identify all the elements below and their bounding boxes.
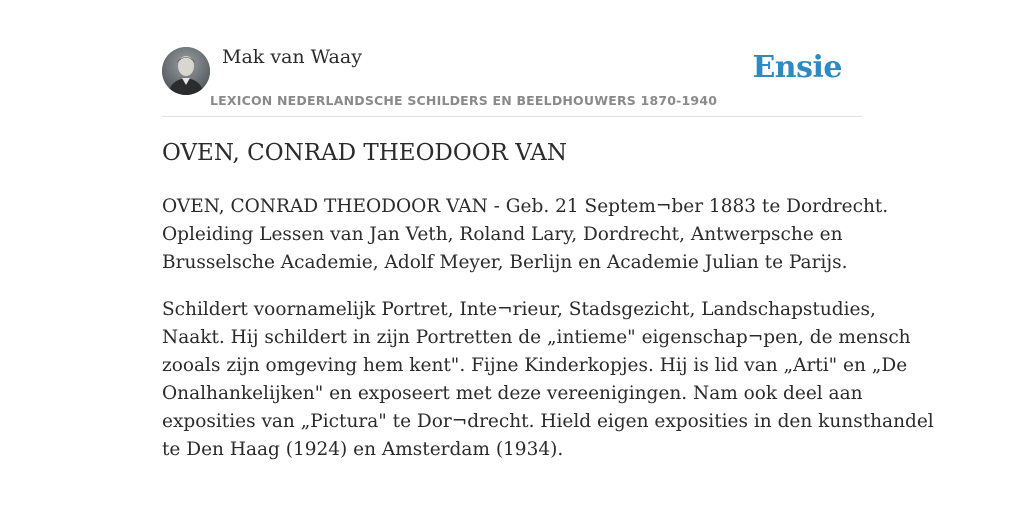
portrait-photo-icon <box>162 47 210 95</box>
ensie-logo[interactable]: Ensie <box>752 50 842 85</box>
entry-title: OVEN, CONRAD THEODOOR VAN <box>162 140 567 166</box>
text-line: Naakt. Hij schildert in zijn Portretten de „intieme" eigenschap¬pen, de mensch <box>162 327 911 348</box>
text-line: Schildert voornamelijk Portret, Inte¬rieur, Stadsgezicht, Landschapstudies, <box>162 299 876 320</box>
text-line: OVEN, CONRAD THEODOOR VAN - Geb. 21 Septem¬ber 1883 te Dordrecht. <box>162 196 889 217</box>
text-line: Onalhankelijken" en exposeert met deze vereenigingen. Nam ook deel aan <box>162 383 863 404</box>
text-line: exposities van „Pictura" te Dor¬drecht. Hield eigen exposities in den kunsthandel <box>162 411 934 432</box>
author-avatar[interactable] <box>162 47 210 95</box>
source-title[interactable]: LEXICON NEDERLANDSCHE SCHILDERS EN BEELDHOUWERS 1870-1940 <box>210 93 718 108</box>
header <box>162 46 862 117</box>
paragraph-1 <box>162 193 889 277</box>
text-line: Opleiding Lessen van Jan Veth, Roland Lary, Dordrecht, Antwerpsche en <box>162 224 843 245</box>
author-name[interactable]: Mak van Waay <box>222 46 362 68</box>
paragraph-2 <box>162 296 934 464</box>
entry-body <box>162 193 934 483</box>
text-line: zooals zijn omgeving hem kent". Fijne Kinderkopjes. Hij is lid van „Arti" en „De <box>162 355 908 376</box>
text-line: Brusselsche Academie, Adolf Meyer, Berlijn en Academie Julian te Parijs. <box>162 252 848 273</box>
text-line: te Den Haag (1924) en Amsterdam (1934). <box>162 439 564 460</box>
